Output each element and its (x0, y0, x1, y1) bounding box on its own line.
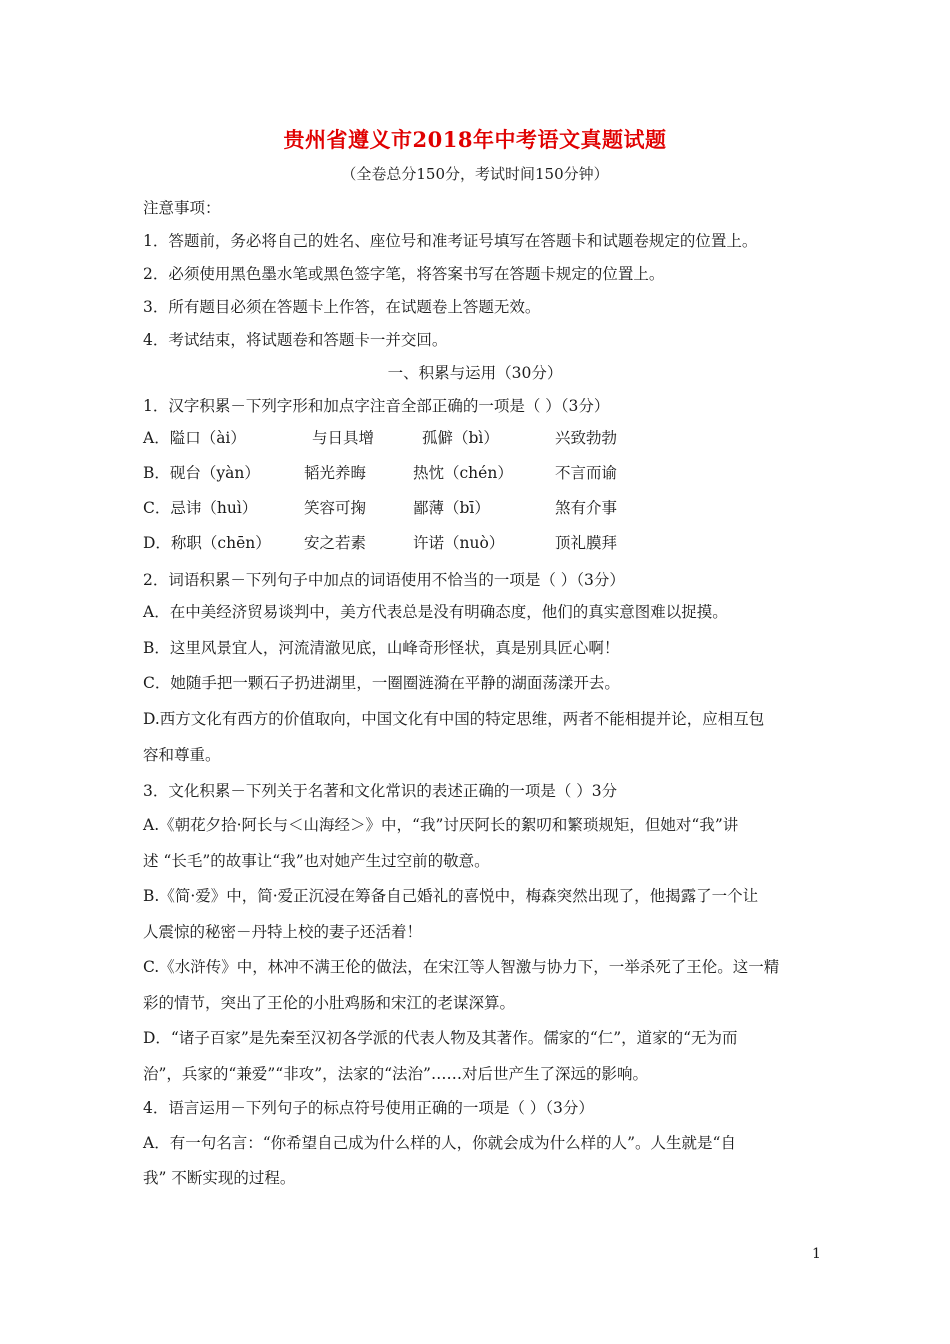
notice-item: 4．考试结束，将试题卷和答题卡一并交回。 (143, 331, 448, 349)
page-number: 1 (812, 1246, 821, 1262)
q1-option-b-4: 不言而谕 (555, 464, 618, 482)
q1-option-d-2: 安之若素 (304, 534, 367, 552)
q3-option-d: D．“诸子百家”是先秦至汉初各学派的代表人物及其著作。儒家的“仁”，道家的“无为而 (143, 1029, 738, 1047)
q3-option-a-cont: 述 “长毛”的故事让“我”也对她产生过空前的敬意。 (143, 852, 490, 870)
q1-option-b-3: 热忱（chén） (413, 464, 513, 482)
q1-option-b-2: 韬光养晦 (304, 464, 367, 482)
q2-option-d: D.西方文化有西方的价值取向，中国文化有中国的特定思维，两者不能相提并论，应相互包 (143, 710, 765, 728)
q1-option-a-1: A．隘口（ài） (143, 429, 246, 447)
q3-option-c: C.《水浒传》中，林冲不满王伦的做法，在宋江等人智激与协力下，一举杀死了王伦。这一精 (143, 958, 780, 976)
notice-item: 3．所有题目必须在答题卡上作答，在试题卷上答题无效。 (143, 298, 541, 316)
q3-option-a: A.《朝花夕拾·阿长与＜山海经＞》中，“我”讨厌阿长的絮叨和繁琐规矩，但她对“我”讲 (143, 816, 739, 834)
q2-option-d-cont: 容和尊重。 (143, 746, 221, 764)
q3-option-b: B.《简·爱》中，简·爱正沉浸在筹备自己婚礼的喜悦中，梅森突然出现了，他揭露了一个让 (143, 887, 759, 905)
page-subtitle: （全卷总分150分，考试时间150分钟） (341, 165, 609, 183)
question-2-stem: 2．词语积累－下列句子中加点的词语使用不恰当的一项是（ ）（3分） (143, 571, 625, 589)
question-1-stem: 1．汉字积累－下列字形和加点字注音全部正确的一项是（ ）（3分） (143, 397, 610, 415)
question-3-stem: 3．文化积累－下列关于名著和文化常识的表述正确的一项是（ ）3分 (143, 782, 618, 800)
question-4-stem: 4．语言运用－下列句子的标点符号使用正确的一项是（ ）（3分） (143, 1099, 594, 1117)
q1-option-c-3: 鄙薄（bī） (413, 499, 490, 517)
q1-option-d-3: 许诺（nuò） (413, 534, 505, 552)
section-heading: 一、积累与运用（30分） (387, 364, 563, 382)
q2-option-a: A．在中美经济贸易谈判中，美方代表总是没有明确态度，他们的真实意图难以捉摸。 (143, 603, 728, 621)
q4-option-a-cont: 我” 不断实现的过程。 (143, 1169, 296, 1187)
q2-option-b: B．这里风景宜人，河流清澈见底，山峰奇形怪状，真是别具匠心啊！ (143, 639, 620, 657)
notice-item: 1．答题前，务必将自己的姓名、座位号和准考证号填写在答题卡和试题卷规定的位置上。 (143, 232, 758, 250)
q3-option-b-cont: 人震惊的秘密－丹特上校的妻子还活着！ (143, 923, 423, 941)
q1-option-b-1: B．砚台（yàn） (143, 464, 260, 482)
q1-option-a-2: 与日具增 (312, 429, 375, 447)
q1-option-c-2: 笑容可掬 (304, 499, 367, 517)
q1-option-c-1: C．忌讳（huì） (143, 499, 258, 517)
page-title: 贵州省遵义市2018年中考语文真题试题 (283, 127, 667, 152)
q1-option-d-4: 顶礼膜拜 (555, 534, 618, 552)
notice-heading: 注意事项： (143, 199, 221, 217)
q1-option-c-4: 煞有介事 (555, 499, 618, 517)
q2-option-c: C．她随手把一颗石子扔进湖里，一圈圈涟漪在平静的湖面荡漾开去。 (143, 674, 620, 692)
q4-option-a: A．有一句名言：“你希望自己成为什么样的人，你就会成为什么样的人”。人生就是“自 (143, 1134, 736, 1152)
notice-item: 2．必须使用黑色墨水笔或黑色签字笔，将答案书写在答题卡规定的位置上。 (143, 265, 665, 283)
q3-option-d-cont: 治”，兵家的“兼爱”“非攻”，法家的“法治”……对后世产生了深远的影响。 (143, 1065, 648, 1083)
q3-option-c-cont: 彩的情节，突出了王伦的小肚鸡肠和宋江的老谋深算。 (143, 994, 516, 1012)
q1-option-d-1: D．称职（chēn） (143, 534, 271, 552)
q1-option-a-4: 兴致勃勃 (555, 429, 618, 447)
q1-option-a-3: 孤僻（bì） (422, 429, 499, 447)
